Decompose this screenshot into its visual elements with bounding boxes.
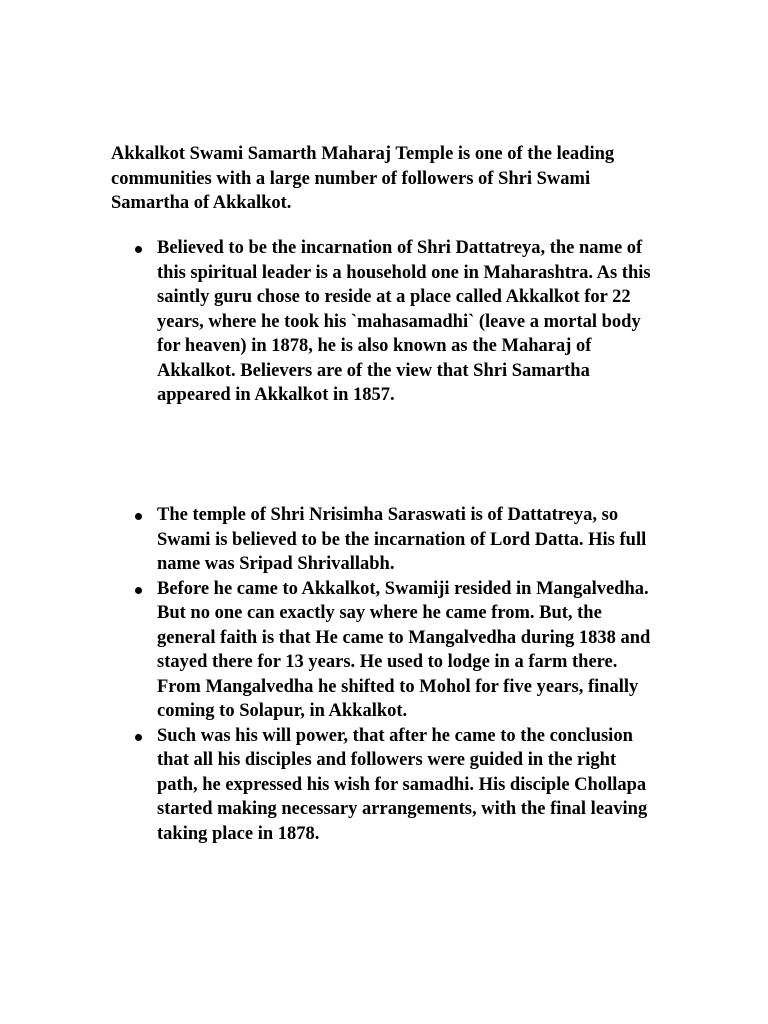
bullet-text: Such was his will power, that after he came to the conclusion that all his disciples and followers were guided in the right path, he expressed his wish for samadhi. His disciple Chollapa started making necessary arrangements, with the final leaving taking place in 1878. <box>157 725 648 844</box>
bullet-item <box>111 724 671 847</box>
bullet-text: Before he came to Akkalkot, Swamiji resided in Mangalvedha. But no one can exactly say where he came from. But, the general faith is that He came to Mangalvedha during 1838 and stayed there for 13 years. He used to lodge in a farm there. From Mangalvedha he shifted to Mohol for five years, finally coming to Solapur, in Akkalkot. <box>157 578 651 721</box>
bullet-text: Believed to be the incarnation of Shri Dattatreya, the name of this spiritual leader is a household one in Maharashtra. As this saintly guru chose to reside at a place called Akkalkot for 22 years, where he took his `mahasamadhi` (leave a mortal body for heaven) in 1878, he is also known as the Maharaj of Akkalkot. Believers are of the view that Shri Samartha appeared in Akkalkot in 1857. <box>157 238 651 405</box>
bullet-item <box>111 503 671 577</box>
bullet-item <box>111 577 671 724</box>
bullet-icon <box>135 587 142 594</box>
bullet-list-second <box>111 503 671 846</box>
bullet-list-first <box>111 236 671 408</box>
intro-paragraph: Akkalkot Swami Samarth Maharaj Temple is one of the leading communities with a large number of followers of Shri Swami Samartha of Akkalkot. <box>111 144 615 213</box>
bullet-item <box>111 236 671 408</box>
bullet-icon <box>135 734 142 741</box>
bullet-text: The temple of Shri Nrisimha Saraswati is of Dattatreya, so Swami is believed to be the incarnation of Lord Datta. His full name was Sripad Shrivallabh. <box>157 505 647 574</box>
bullet-icon <box>135 246 142 253</box>
bullet-icon <box>135 513 142 520</box>
